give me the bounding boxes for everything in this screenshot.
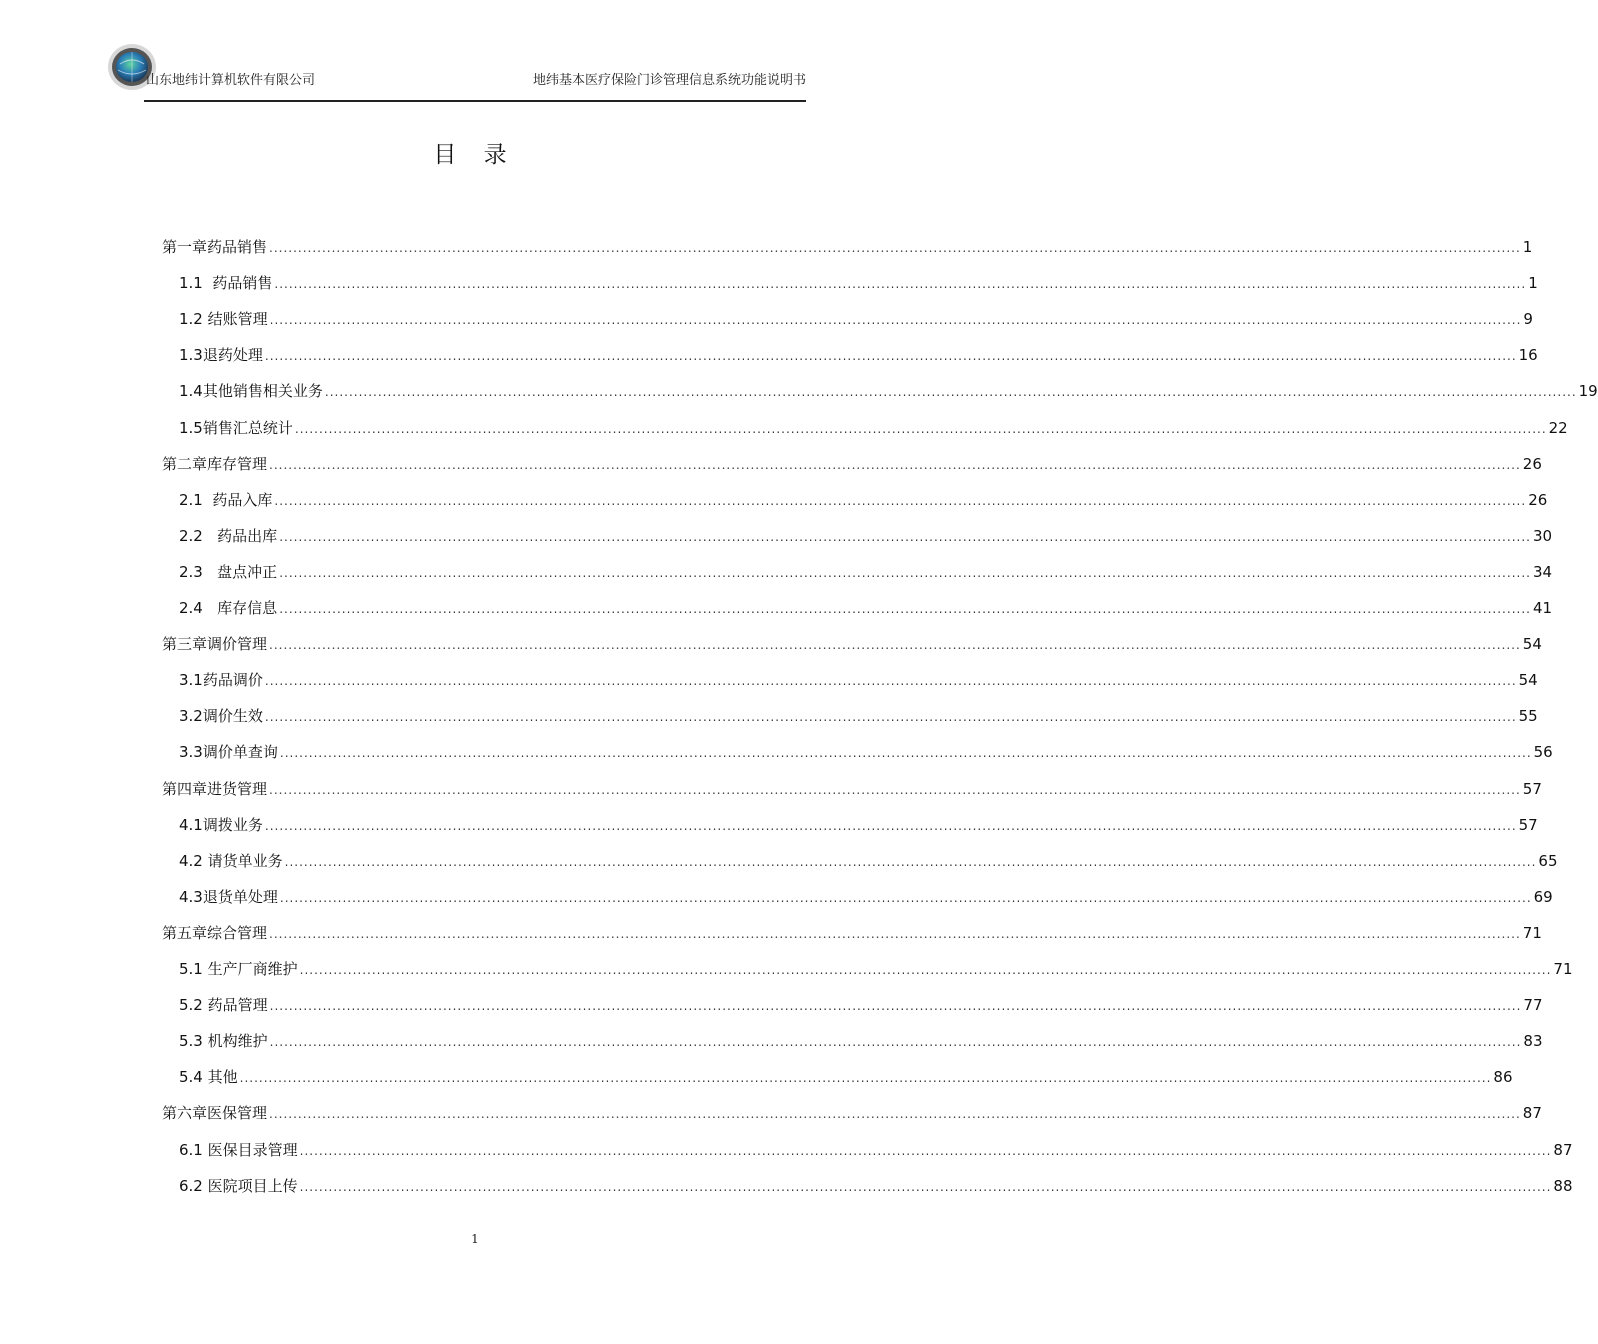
toc-entry-label: 其他销售相关业务 [202,382,323,401]
toc-entry-page: 87 [1522,1104,1542,1123]
toc-dot-leader: .................................................................................................................................................................................................................................................................... [274,493,1527,508]
toc-dot-leader: .................................................................................................................................................................................................................................................................... [279,746,1532,761]
toc-entry-label: 医院项目上传 [207,1176,298,1195]
toc-entry-page: 56 [1533,743,1553,762]
toc-entry-page: 22 [1548,418,1568,437]
toc-entry-number: 1.1 [179,274,213,293]
toc-entry-number: 6.1 [179,1140,208,1159]
toc-entry-page: 26 [1528,490,1548,509]
toc-dot-leader: .................................................................................................................................................................................................................................................................... [239,1071,1492,1086]
toc-entry-label: 药品销售 [207,238,268,256]
page-number: 1 [471,1232,479,1246]
toc-entry-page: 1 [1528,274,1538,293]
toc-entry-page: 57 [1522,779,1542,798]
toc-entry-number: 2.1 [179,490,213,509]
toc-entry-number: 5.4 [179,1068,208,1087]
toc-entry-page: 54 [1522,635,1542,654]
toc-section-entry[interactable] [179,489,1548,525]
toc-entry-label: 机构维护 [207,1032,268,1051]
toc-entry-page: 16 [1518,346,1538,365]
toc-dot-leader: .................................................................................................................................................................................................................................................................... [269,999,1522,1014]
toc-entry-page: 71 [1553,960,1573,978]
toc-section-entry[interactable] [179,1066,1513,1102]
toc-chapter-entry[interactable] [162,236,1533,272]
toc-dot-leader: .................................................................................................................................................................................................................................................................... [299,1179,1552,1194]
toc-entry-number: 3.3 [179,743,203,762]
toc-section-entry[interactable] [179,814,1538,850]
toc-section-entry[interactable] [179,850,1558,886]
toc-entry-number: 1.4 [179,382,203,401]
toc-entry-label: 调拨业务 [202,815,263,834]
toc-entry-page: 41 [1532,599,1553,617]
toc-entry-label: 结账管理 [207,310,268,329]
toc-section-entry[interactable] [179,308,1533,344]
toc-entry-page: 54 [1518,671,1538,690]
toc-entry-page: 77 [1523,996,1543,1015]
toc-dot-leader: .................................................................................................................................................................................................................................................................... [264,818,1517,833]
toc-section-entry[interactable] [179,1030,1543,1066]
header-divider [144,100,806,102]
toc-chapter-entry[interactable] [162,1102,1542,1138]
toc-section-entry[interactable] [179,1139,1573,1175]
toc-entry-number: 6.2 [179,1176,208,1195]
toc-entry-page: 57 [1518,815,1538,834]
toc-entry-page: 71 [1522,923,1542,942]
toc-section-entry[interactable] [179,417,1568,453]
toc-entry-page: 65 [1538,851,1558,870]
toc-section-entry[interactable] [179,380,1598,416]
toc-section-entry[interactable] [179,669,1538,705]
toc-entry-number: 第五章 [162,923,208,942]
toc-section-entry[interactable] [179,272,1538,308]
toc-entry-label: 药品入库 [212,490,273,509]
toc-section-entry[interactable] [179,741,1553,777]
toc-entry-page: 30 [1532,526,1553,545]
toc-entry-label: 销售汇总统计 [202,418,293,437]
toc-section-entry[interactable] [179,344,1538,380]
toc-dot-leader: .................................................................................................................................................................................................................................................................... [279,890,1532,905]
toc-entry-page: 55 [1518,707,1538,726]
toc-dot-leader: .................................................................................................................................................................................................................................................................... [269,457,1521,472]
toc-entry-label: 药品调价 [202,671,263,690]
toc-entry-label: 盘点冲正 [217,562,278,581]
toc-entry-number: 第四章 [162,779,208,798]
toc-section-entry[interactable] [179,958,1573,994]
toc-entry-number: 5.1 [179,960,208,978]
toc-dot-leader: .................................................................................................................................................................................................................................................................... [284,854,1537,869]
toc-entry-label: 综合管理 [207,923,268,942]
toc-entry-page: 86 [1493,1068,1513,1087]
toc-entry-page: 88 [1553,1176,1573,1195]
toc-entry-number: 4.3 [179,887,203,906]
toc-dot-leader: .................................................................................................................................................................................................................................................................... [264,349,1517,364]
toc-entry-number: 5.2 [179,996,208,1015]
toc-entry-page: 83 [1523,1032,1543,1051]
toc-entry-label: 调价单查询 [202,743,278,762]
toc-entry-label: 调价生效 [202,707,263,726]
toc-entry-number: 2.3 [179,562,218,581]
toc-entry-label: 医保管理 [207,1104,268,1123]
toc-entry-label: 请货单业务 [207,851,283,870]
toc-entry-number: 第三章 [162,635,208,654]
toc-entry-label: 药品管理 [207,996,268,1015]
toc-entry-number: 第二章 [162,454,208,473]
toc-entry-label: 药品销售 [212,274,273,293]
toc-entry-number: 第一章 [162,238,208,256]
toc-entry-page: 19 [1578,382,1598,401]
toc-section-entry[interactable] [179,994,1543,1030]
toc-dot-leader: .................................................................................................................................................................................................................................................................... [279,565,1531,580]
header-doc-title: 地纬基本医疗保险门诊管理信息系统功能说明书 [532,73,806,88]
toc-entry-label: 退药处理 [202,346,263,365]
toc-dot-leader: .................................................................................................................................................................................................................................................................... [294,421,1547,436]
toc-section-entry[interactable] [179,597,1553,633]
toc-dot-leader: .................................................................................................................................................................................................................................................................... [274,277,1527,292]
toc-section-entry[interactable] [179,705,1538,741]
toc-entry-page: 9 [1523,310,1533,329]
toc-entry-label: 库存信息 [217,599,278,617]
toc-entry-number: 2.4 [179,599,218,617]
toc-entry-label: 药品出库 [217,526,278,545]
toc-section-entry[interactable] [179,561,1553,597]
toc-entry-page: 87 [1553,1140,1573,1159]
toc-dot-leader: .................................................................................................................................................................................................................................................................... [269,926,1521,941]
toc-dot-leader: .................................................................................................................................................................................................................................................................... [269,782,1521,797]
toc-entry-label: 退货单处理 [202,887,278,906]
toc-entry-number: 1.5 [179,418,203,437]
toc-section-entry[interactable] [179,886,1553,922]
toc-dot-leader: .................................................................................................................................................................................................................................................................... [299,963,1552,977]
toc-chapter-entry[interactable] [162,922,1542,958]
toc-entry-number: 4.1 [179,815,203,834]
toc-entry-label: 医保目录管理 [207,1140,298,1159]
toc-dot-leader: .................................................................................................................................................................................................................................................................... [269,241,1521,255]
toc-dot-leader: .................................................................................................................................................................................................................................................................... [269,638,1521,653]
toc-entry-page: 1 [1522,238,1533,256]
toc-entry-number: 2.2 [179,526,218,545]
toc-dot-leader: .................................................................................................................................................................................................................................................................... [269,313,1522,328]
toc-dot-leader: .................................................................................................................................................................................................................................................................... [299,1143,1552,1158]
toc-entry-page: 34 [1532,562,1553,581]
toc-section-entry[interactable] [179,1175,1573,1211]
toc-dot-leader: .................................................................................................................................................................................................................................................................... [264,710,1517,725]
toc-chapter-entry[interactable] [162,633,1542,669]
toc-entry-page: 26 [1522,454,1542,473]
toc-dot-leader: .................................................................................................................................................................................................................................................................... [279,529,1531,544]
toc-dot-leader: .................................................................................................................................................................................................................................................................... [324,385,1577,400]
toc-entry-label: 其他 [207,1068,238,1087]
toc-entry-number: 1.3 [179,346,203,365]
toc-entry-number: 1.2 [179,310,208,329]
toc-dot-leader: .................................................................................................................................................................................................................................................................... [269,1035,1522,1050]
toc-entry-label: 库存管理 [207,454,268,473]
toc-entry-page: 69 [1533,887,1553,906]
toc-chapter-entry[interactable] [162,778,1542,814]
toc-entry-label: 调价管理 [207,635,268,654]
toc-entry-number: 第六章 [162,1104,208,1123]
toc-entry-number: 3.1 [179,671,203,690]
toc-entry-number: 4.2 [179,851,208,870]
toc-entry-number: 5.3 [179,1032,208,1051]
page-title: 目 录 [433,142,517,168]
toc-chapter-entry[interactable] [162,453,1542,489]
header-company: 山东地纬计算机软件有限公司 [146,73,316,88]
toc-dot-leader: .................................................................................................................................................................................................................................................................... [269,1107,1521,1122]
toc-dot-leader: .................................................................................................................................................................................................................................................................... [279,602,1531,616]
toc-entry-label: 进货管理 [207,779,268,798]
toc-section-entry[interactable] [179,525,1553,561]
toc-dot-leader: .................................................................................................................................................................................................................................................................... [264,674,1517,689]
toc-entry-label: 生产厂商维护 [207,960,298,978]
toc-entry-number: 3.2 [179,707,203,726]
